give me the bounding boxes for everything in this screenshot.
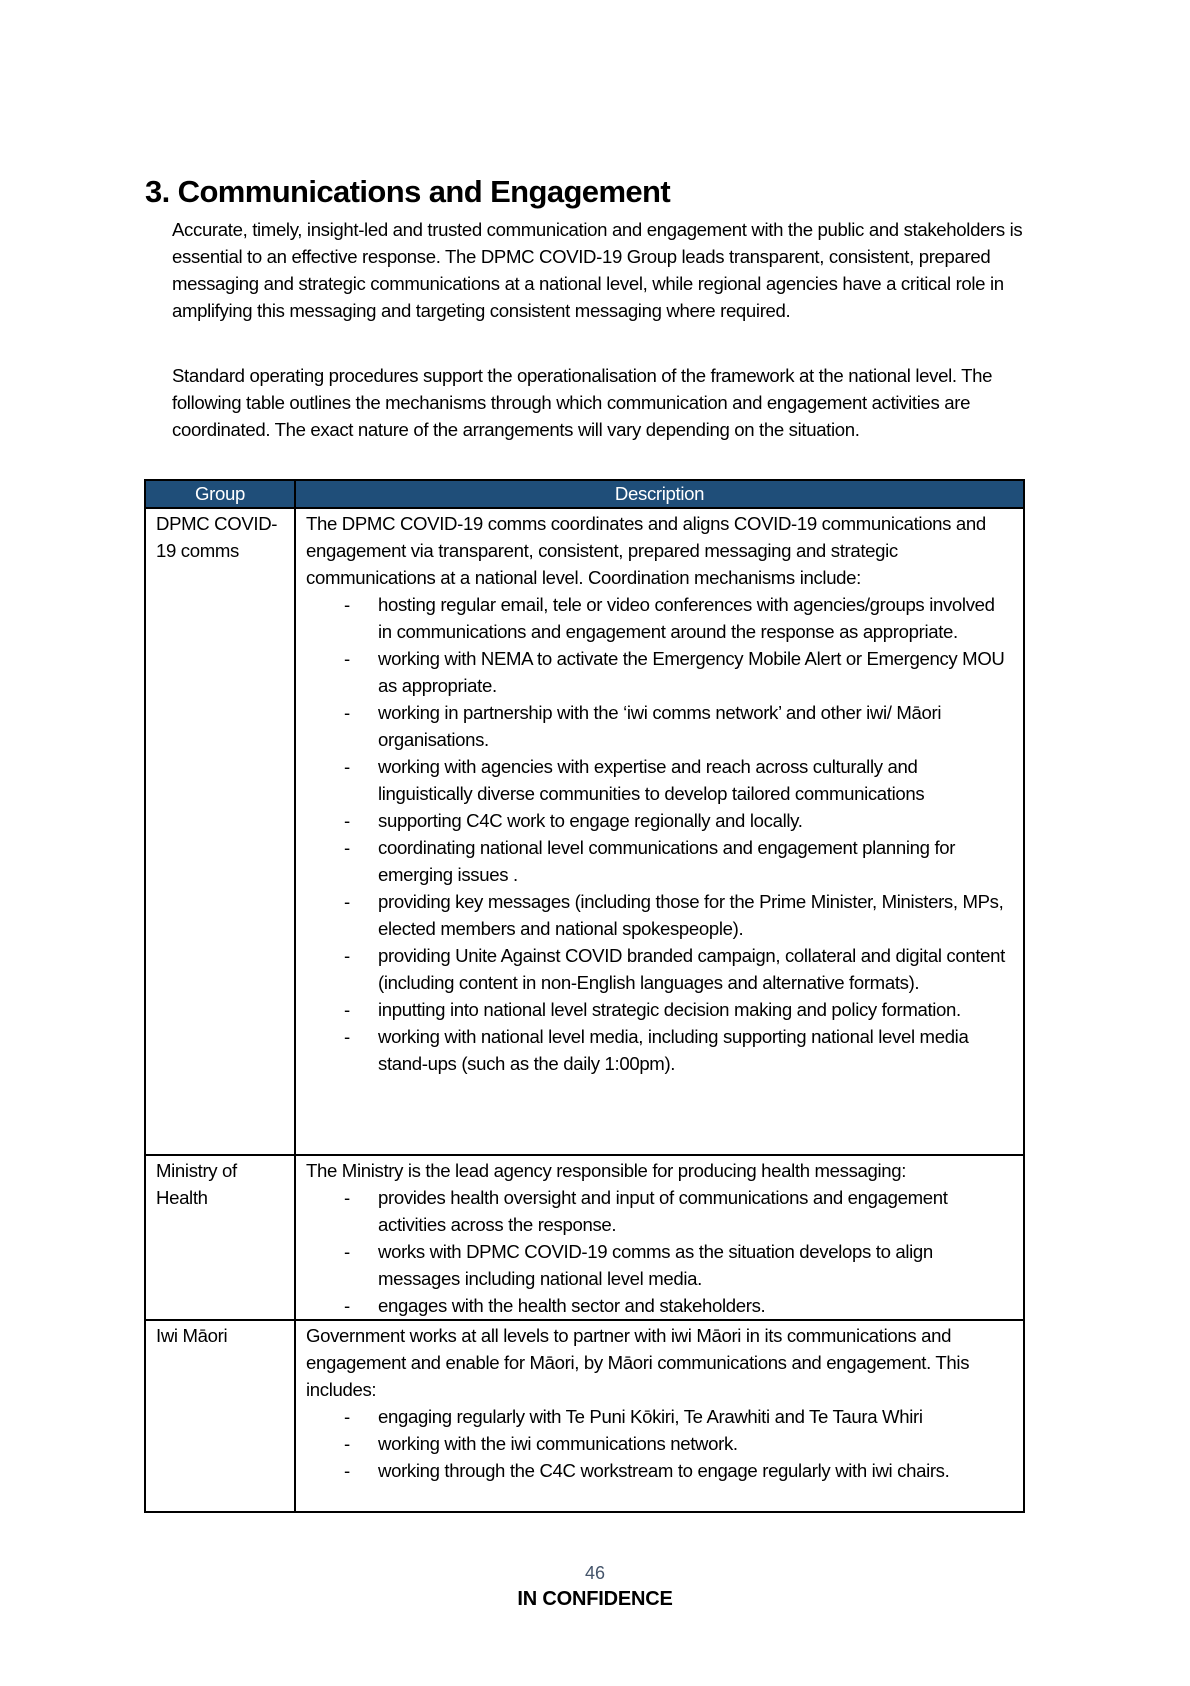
column-header-description: Description (295, 480, 1024, 508)
list-item: - engages with the health sector and stakeholders. (344, 1292, 1013, 1319)
list-item: - coordinating national level communications and engagement planning for emerging issues . (344, 834, 1013, 888)
description-cell (295, 1155, 1024, 1320)
description-cell (295, 508, 1024, 1155)
dash-bullet-icon: - (344, 810, 350, 831)
responsibility-list (306, 1184, 1013, 1319)
engagement-list (306, 1403, 1013, 1484)
list-item: - works with DPMC COVID-19 comms as the situation develops to align messages including national level media. (344, 1238, 1013, 1292)
column-header-group: Group (145, 480, 295, 508)
table-row (145, 1320, 1024, 1512)
dash-bullet-icon: - (344, 594, 350, 615)
group-cell: Iwi Māori (145, 1320, 295, 1512)
section-title: 3. Communications and Engagement (145, 174, 671, 209)
list-item: - supporting C4C work to engage regionally and locally. (344, 807, 1013, 834)
list-item: - working with national level media, including supporting national level media stand-ups (such as the daily 1:00pm). (344, 1023, 1013, 1077)
table-row (145, 508, 1024, 1155)
description-intro: Government works at all levels to partner with iwi Māori in its communications and engagement and enable for Māori, by Māori communications and engagement. This includes: (306, 1325, 970, 1400)
intro-paragraph: Accurate, timely, insight-led and trusted communication and engagement with the public and stakeholders is essential to an effective response. The DPMC COVID-19 Group leads transparent, consistent, prepared messaging and strategic communications at a national level, while regional agencies have a critical role in amplifying this messaging and targeting consistent messaging where required. (172, 219, 1023, 321)
list-item: - inputting into national level strategic decision making and policy formation. (344, 996, 1013, 1023)
list-item: - provides health oversight and input of communications and engagement activities across the response. (344, 1184, 1013, 1238)
dash-bullet-icon: - (344, 891, 350, 912)
list-item: - providing key messages (including those for the Prime Minister, Ministers, MPs, elected members and national spokespeople). (344, 888, 1013, 942)
dash-bullet-icon: - (344, 1241, 350, 1262)
dash-bullet-icon: - (344, 702, 350, 723)
group-cell: DPMC COVID-19 comms (145, 508, 295, 1155)
list-item: - working through the C4C workstream to engage regularly with iwi chairs. (344, 1457, 1013, 1484)
dash-bullet-icon: - (344, 1295, 350, 1316)
description-intro: The DPMC COVID-19 comms coordinates and aligns COVID-19 communications and engagement via transparent, consistent, prepared messaging and strategic communications at a national level. Coordination mechanisms include: (306, 513, 986, 588)
list-item: - providing Unite Against COVID branded campaign, collateral and digital content (including content in non-English languages and alternative formats). (344, 942, 1013, 996)
dash-bullet-icon: - (344, 945, 350, 966)
list-item: - hosting regular email, tele or video conferences with agencies/groups involved in communications and engagement around the response as appropriate. (344, 591, 1013, 645)
dash-bullet-icon: - (344, 1460, 350, 1481)
table-row (145, 1155, 1024, 1320)
dash-bullet-icon: - (344, 837, 350, 858)
dash-bullet-icon: - (344, 1026, 350, 1047)
list-item: - working with NEMA to activate the Emergency Mobile Alert or Emergency MOU as appropriate. (344, 645, 1013, 699)
communications-table (144, 479, 1025, 1513)
group-cell: Ministry of Health (145, 1155, 295, 1320)
dash-bullet-icon: - (344, 1187, 350, 1208)
dash-bullet-icon: - (344, 648, 350, 669)
list-item: - working with agencies with expertise and reach across culturally and linguistically diverse communities to develop tailored communications (344, 753, 1013, 807)
dash-bullet-icon: - (344, 1433, 350, 1454)
list-item: - engaging regularly with Te Puni Kōkiri, Te Arawhiti and Te Taura Whiri (344, 1403, 1013, 1430)
description-cell (295, 1320, 1024, 1512)
description-intro: The Ministry is the lead agency responsible for producing health messaging: (306, 1160, 907, 1181)
page-number: 46 (584, 1563, 606, 1583)
dash-bullet-icon: - (344, 756, 350, 777)
table-header-row (145, 480, 1024, 508)
classification-footer: IN CONFIDENCE (517, 1588, 673, 1610)
list-item: - working in partnership with the ‘iwi comms network’ and other iwi/ Māori organisations. (344, 699, 1013, 753)
dash-bullet-icon: - (344, 1406, 350, 1427)
sop-paragraph: Standard operating procedures support the operationalisation of the framework at the national level. The following table outlines the mechanisms through which communication and engagement activities are coordinated. The exact nature of the arrangements will vary depending on the situation. (172, 365, 993, 440)
mechanism-list (306, 591, 1013, 1077)
list-item: - working with the iwi communications network. (344, 1430, 1013, 1457)
dash-bullet-icon: - (344, 999, 350, 1020)
